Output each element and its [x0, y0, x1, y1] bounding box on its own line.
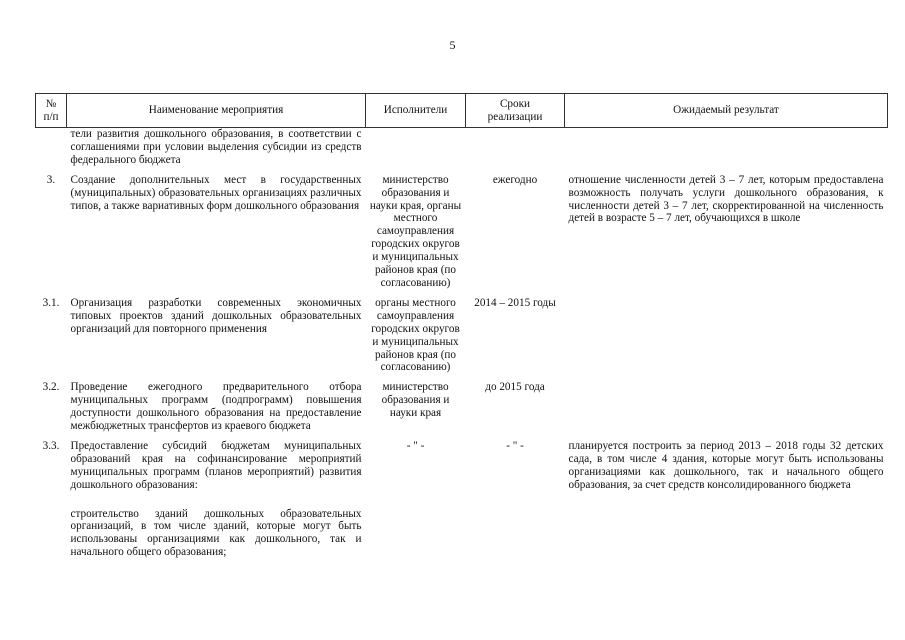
terms: - " - [506, 439, 524, 452]
expected-result [565, 297, 888, 381]
activity-name: тели развития дошкольного образования, в соответствии с соглашениями при условии выделения субсидии из средств федерального бюджета [70, 128, 362, 166]
activities-table [35, 93, 888, 566]
activity-name-cell [67, 440, 366, 566]
executors: органы местного самоуправления городских округов и муниципальных районов края (по согласованию) [371, 296, 460, 374]
expected-result [565, 381, 888, 440]
executors: министерство образования и науки края, органы местного самоуправления городских округов и муниципальных районов края (по согласованию) [369, 173, 462, 289]
page-number: 5 [449, 38, 456, 52]
table-row [36, 297, 888, 381]
table-row [36, 128, 888, 174]
terms: ежегодно [492, 173, 538, 186]
executors: министерство образования и науки края [381, 381, 450, 420]
table-row [36, 440, 888, 566]
terms: 2014 – 2015 годы [474, 296, 556, 309]
terms [466, 128, 565, 174]
expected-result: отношение численности детей 3 – 7 лет, которым предоставлена возможность получать услуги дошкольного образования, к численности детей 3 – 7 лет, скорректированной на численность детей в возрасте 5 – 7 лет, обучающихся в школе [568, 173, 884, 225]
row-number [36, 128, 67, 174]
row-number: 3. [46, 173, 56, 186]
activity-name: Предоставление субсидий бюджетам муниципальных образований края на софинансирование мероприятий муниципальных программ (планов мероприятий) развития дошкольного образования: [70, 439, 362, 491]
terms: до 2015 года [485, 381, 545, 394]
expected-result [565, 128, 888, 174]
executors [366, 128, 466, 174]
header-activity-name: Наименование мероприятия [67, 94, 366, 128]
executors: - " - [406, 439, 425, 452]
header-number: № п/п [36, 94, 67, 128]
row-number: 3.2. [42, 381, 60, 394]
activity-name: Организация разработки современных экономичных типовых проектов зданий дошкольных образовательных организаций для повторного применения [70, 296, 362, 335]
table-header-row [36, 94, 888, 128]
table-row [36, 174, 888, 297]
header-executors: Исполнители [366, 94, 466, 128]
header-terms: Сроки реализации [466, 94, 565, 128]
activity-name: Создание дополнительных мест в государственных (муниципальных) образовательных организациях различных типов, а также вариативных форм дошкольного образования [70, 173, 362, 212]
activity-name: Проведение ежегодного предварительного отбора муниципальных программ (подпрограмм) повышения доступности дошкольного образования на предоставление межбюджетных трансфертов из краевого бюджета [70, 381, 362, 433]
expected-result: планируется построить за период 2013 – 2018 годы 32 детских сада, в том числе 4 здания, которые могут быть использованы организациями как дошкольного, так и начального общего образования, за счет средств консолидированного бюджета [568, 439, 884, 491]
activity-subitem: строительство зданий дошкольных образовательных организаций, в том числе зданий, которые могут быть использованы организациями как дошкольного, так и начального общего образования; [70, 507, 362, 559]
header-expected-result: Ожидаемый результат [565, 94, 888, 128]
table-row [36, 381, 888, 440]
row-number: 3.3. [42, 439, 60, 452]
row-number: 3.1. [42, 296, 60, 309]
